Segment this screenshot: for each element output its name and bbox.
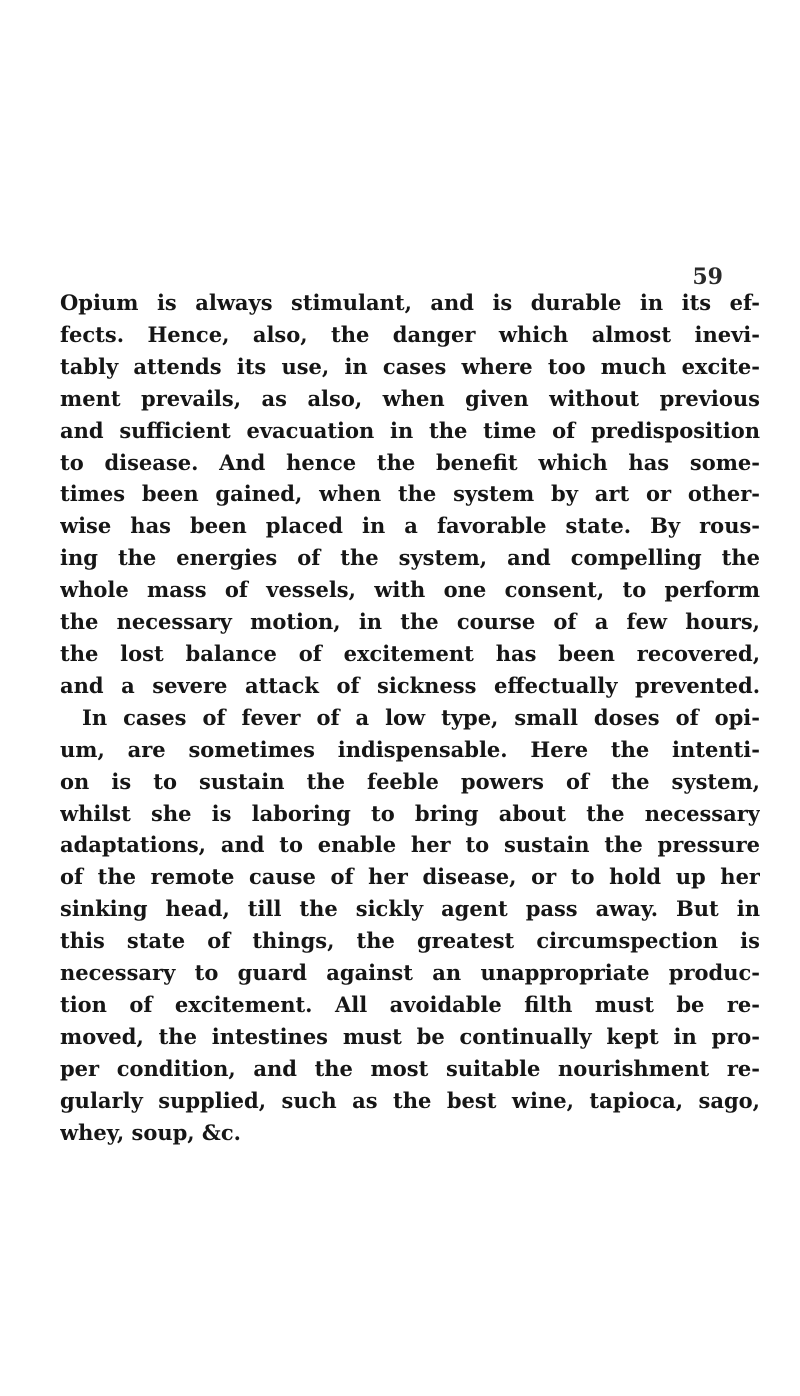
text-line: and a severe attack of sickness effectually prevented. bbox=[60, 672, 760, 698]
text-line: the necessary motion, in the course of a few hours, bbox=[60, 609, 760, 635]
text-line: per condition, and the most suitable nourishment re- bbox=[60, 1055, 760, 1081]
text-line: whey, soup, &c. bbox=[60, 1119, 241, 1145]
text-line: the lost balance of excitement has been recovered, bbox=[60, 640, 760, 666]
text-line: of the remote cause of her disease, or to hold up her bbox=[60, 864, 760, 890]
body-text bbox=[60, 287, 760, 1148]
text-line: um, are sometimes indispensable. Here the intenti- bbox=[60, 736, 760, 762]
text-line: ment prevails, as also, when given without previous bbox=[60, 385, 760, 411]
text-line: gularly supplied, such as the best wine, tapioca, sago, bbox=[60, 1087, 760, 1113]
text-line: Opium is always stimulant, and is durable in its ef- bbox=[60, 290, 760, 315]
text-line: this state of things, the greatest circumspection is bbox=[60, 928, 760, 954]
text-line: sinking head, till the sickly agent pass away. But in bbox=[60, 896, 760, 922]
text-line: and sufficient evacuation in the time of predisposition bbox=[60, 417, 760, 443]
text-line: tion of excitement. All avoidable filth must be re- bbox=[60, 991, 760, 1017]
text-line: In cases of fever of a low type, small doses of opi- bbox=[82, 704, 760, 730]
text-line: times been gained, when the system by art or other- bbox=[60, 481, 760, 507]
text-line: tably attends its use, in cases where too much excite- bbox=[60, 353, 760, 379]
text-line: necessary to guard against an unappropriate produc- bbox=[60, 960, 760, 986]
text-line: ing the energies of the system, and compelling the bbox=[60, 545, 760, 571]
text-line: whole mass of vessels, with one consent, to perform bbox=[60, 577, 760, 603]
text-line: moved, the intestines must be continually kept in pro- bbox=[60, 1023, 760, 1049]
text-line: wise has been placed in a favorable state. By rous- bbox=[60, 513, 760, 539]
text-line: adaptations, and to enable her to sustain the pressure bbox=[60, 832, 760, 858]
page-number: 59 bbox=[692, 264, 723, 290]
text-line: whilst she is laboring to bring about the necessary bbox=[60, 800, 760, 826]
text-line: on is to sustain the feeble powers of the system, bbox=[60, 768, 760, 794]
text-line: fects. Hence, also, the danger which almost inevi- bbox=[60, 321, 760, 347]
text-line: to disease. And hence the benefit which has some- bbox=[60, 449, 760, 475]
